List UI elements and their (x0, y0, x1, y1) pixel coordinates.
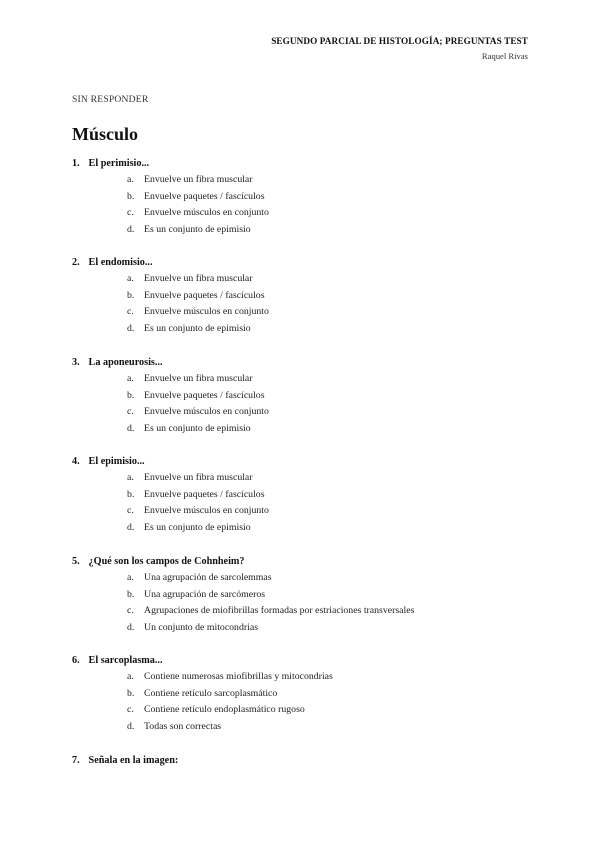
document-header-title: SEGUNDO PARCIAL DE HISTOLOGÍA; PREGUNTAS TEST (271, 36, 528, 46)
option-text: Es un conjunto de epimisio (144, 521, 251, 533)
option-letter: c. (127, 605, 134, 616)
option-d[interactable] (72, 321, 251, 338)
option-text: Envuelve un fibra muscular (144, 472, 253, 483)
option-text: Contiene numerosas miofibrillas y mitocondrias (144, 671, 333, 682)
option-letter: b. (127, 389, 135, 401)
option-letter: c. (127, 207, 134, 218)
question-stem (72, 653, 163, 669)
option-letter: a. (127, 174, 134, 185)
question-number: 3. (72, 357, 80, 368)
option-text: Todas son correctas (144, 720, 222, 732)
question-number: 7. (72, 755, 80, 766)
option-text: Envuelve paquetes / fascículos (144, 190, 265, 202)
option-letter: c. (127, 704, 134, 715)
option-text: Es un conjunto de epimisio (144, 223, 251, 235)
option-letter: d. (127, 621, 135, 633)
option-text: Contiene retículo sarcoplasmático (144, 687, 278, 699)
option-letter: b. (127, 289, 135, 301)
option-letter: a. (127, 472, 134, 483)
option-c[interactable] (72, 404, 269, 421)
option-c[interactable] (72, 304, 269, 321)
option-text: Envuelve músculos en conjunto (144, 505, 269, 516)
question-text: La aponeurosis... (88, 357, 163, 368)
question-1 (72, 156, 269, 238)
option-letter: d. (127, 521, 135, 533)
option-text: Envuelve un fibra muscular (144, 273, 253, 284)
option-d[interactable] (72, 719, 222, 736)
option-text: Es un conjunto de epimisio (144, 422, 251, 434)
option-letter: b. (127, 190, 135, 202)
option-text: Envuelve paquetes / fascículos (144, 389, 265, 401)
question-number: 6. (72, 655, 80, 666)
option-text: Contiene retículo endoplasmático rugoso (144, 704, 305, 715)
option-letter: a. (127, 671, 134, 682)
option-text: Envuelve un fibra muscular (144, 373, 253, 384)
option-b[interactable] (72, 388, 265, 405)
option-c[interactable] (72, 503, 269, 520)
question-3 (72, 355, 269, 437)
question-stem (72, 355, 163, 371)
option-letter: c. (127, 505, 134, 516)
option-letter: d. (127, 422, 135, 434)
question-number: 2. (72, 257, 80, 268)
option-letter: d. (127, 223, 135, 235)
option-text: Envuelve un fibra muscular (144, 174, 253, 185)
option-a[interactable] (72, 172, 253, 189)
option-a[interactable] (72, 470, 253, 487)
option-letter: c. (127, 406, 134, 417)
question-stem (72, 255, 153, 271)
option-b[interactable] (72, 587, 266, 604)
question-stem (72, 753, 178, 769)
option-text: Una agrupación de sarcolemmas (144, 572, 272, 583)
option-b[interactable] (72, 189, 265, 206)
option-d[interactable] (72, 222, 251, 239)
question-text: ¿Qué son los campos de Cohnheim? (88, 556, 245, 567)
question-text: El endomisio... (88, 257, 153, 268)
option-text: Un conjunto de mitocondrias (144, 621, 259, 633)
option-c[interactable] (72, 702, 305, 719)
option-a[interactable] (72, 371, 253, 388)
option-letter: b. (127, 687, 135, 699)
status-label: SIN RESPONDER (72, 94, 149, 105)
question-text: Señala en la imagen: (88, 755, 179, 766)
question-4 (72, 454, 269, 536)
option-c[interactable] (72, 205, 269, 222)
option-text: Agrupaciones de miofibrillas formadas por estriaciones transversales (144, 605, 415, 616)
option-text: Envuelve paquetes / fascículos (144, 488, 265, 500)
option-d[interactable] (72, 520, 251, 537)
document-author: Raquel Rivas (481, 51, 528, 61)
option-letter: a. (127, 273, 134, 284)
question-text: El sarcoplasma... (88, 655, 163, 666)
option-c[interactable] (72, 603, 415, 620)
option-letter: c. (127, 306, 134, 317)
question-7 (72, 753, 178, 769)
question-text: El perimisio... (88, 158, 150, 169)
option-text: Es un conjunto de epimisio (144, 322, 251, 334)
option-text: Una agrupación de sarcómeros (144, 588, 266, 600)
option-text: Envuelve músculos en conjunto (144, 306, 269, 317)
option-b[interactable] (72, 487, 265, 504)
question-stem (72, 454, 145, 470)
section-title: Músculo (72, 124, 139, 144)
question-2 (72, 255, 269, 337)
option-b[interactable] (72, 288, 265, 305)
option-letter: a. (127, 572, 134, 583)
option-d[interactable] (72, 620, 259, 637)
question-number: 4. (72, 456, 80, 467)
option-text: Envuelve músculos en conjunto (144, 406, 269, 417)
option-letter: b. (127, 588, 135, 600)
option-letter: b. (127, 488, 135, 500)
option-letter: a. (127, 373, 134, 384)
option-text: Envuelve músculos en conjunto (144, 207, 269, 218)
question-stem (72, 554, 245, 570)
question-stem (72, 156, 149, 172)
question-text: El epimisio... (88, 456, 145, 467)
option-letter: d. (127, 322, 135, 334)
question-6 (72, 653, 333, 735)
option-b[interactable] (72, 686, 278, 703)
question-5 (72, 554, 415, 636)
question-number: 5. (72, 556, 80, 567)
option-a[interactable] (72, 271, 253, 288)
option-a[interactable] (72, 669, 333, 686)
option-a[interactable] (72, 570, 272, 587)
option-d[interactable] (72, 421, 251, 438)
question-number: 1. (72, 158, 80, 169)
option-letter: d. (127, 720, 135, 732)
option-text: Envuelve paquetes / fascículos (144, 289, 265, 301)
